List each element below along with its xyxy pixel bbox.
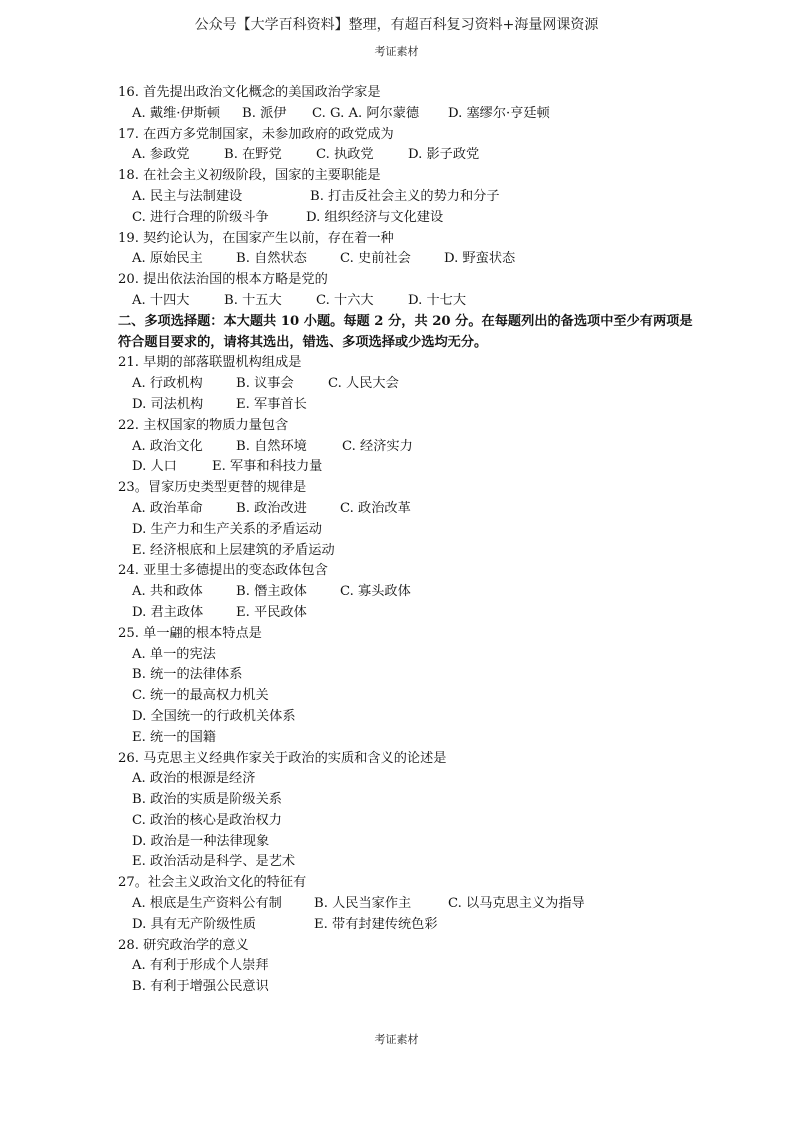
question-stem: 19. 契约论认为，在国家产生以前，存在着一种: [118, 230, 394, 246]
question-stem: 25. 单一翩的根本特点是: [118, 625, 262, 641]
option-row: [118, 790, 698, 811]
answer-option: A. 单一的宪法: [132, 646, 216, 662]
answer-option: A. 十四大: [132, 292, 190, 308]
option-row: [118, 541, 698, 562]
answer-option: B. 政治的实质是阶级关系: [132, 792, 282, 808]
question-stem: 18. 在社会主义初级阶段，国家的主要职能是: [118, 168, 381, 184]
answer-option: D. 十七大: [408, 292, 467, 308]
answer-option: D. 司法机构: [132, 396, 204, 412]
option-row: [118, 686, 698, 707]
option-row: [118, 728, 698, 749]
question-stem: 24. 亚里士多德提出的变态政体包含: [118, 563, 328, 579]
answer-option: E. 军事首长: [236, 396, 307, 412]
answer-option: A. 政治革命: [132, 500, 203, 516]
answer-option: C. 执政党: [316, 147, 374, 163]
answer-option: D. 君主政体: [132, 604, 204, 620]
answer-option: A. 原始民主: [132, 251, 203, 267]
answer-option: E. 政治活动是科学、是艺术: [132, 854, 296, 870]
answer-option: A. 有利于形成个人崇拜: [132, 958, 269, 974]
option-row: [118, 208, 698, 229]
question-stem: 23。冒家历史类型更替的规律是: [118, 480, 307, 496]
answer-option: B. 自然环境: [236, 438, 307, 454]
section-heading: 二、多项选择题：本大题共 10 小题。每题 2 分，共 20 分。在每题列出的备选项中至少有两项是符合题目要求的，请将其选出，错选、多项选择或少选均无分。: [118, 313, 693, 350]
answer-option: E. 带有封建传统色彩: [314, 916, 438, 932]
option-row: [118, 894, 698, 915]
option-row: [118, 291, 698, 312]
answer-option: D. 野蛮状态: [444, 251, 516, 267]
page-footer: 考证素材: [374, 1033, 419, 1046]
question-stem: 26. 马克思主义经典作家关于政治的实质和含义的论述是: [118, 750, 447, 766]
question-stem: 20. 提出依法治国的根本方略是党的: [118, 272, 328, 288]
question-stem: 27。社会主义政治文化的特征有: [118, 875, 307, 891]
answer-option: D. 塞缪尔·亨廷顿: [448, 105, 550, 121]
question-stem: 17. 在西方多党制国家，未参加政府的政党成为: [118, 126, 394, 142]
answer-option: D. 政治是一种法律现象: [132, 833, 270, 849]
answer-option: C. 史前社会: [340, 251, 411, 267]
question-stem: 28. 研究政治学的意义: [118, 937, 249, 953]
answer-option: A. 戴维·伊斯顿: [132, 105, 221, 121]
answer-option: D. 生产力和生产关系的矛盾运动: [132, 521, 322, 537]
answer-option: A. 参政党: [132, 147, 190, 163]
answer-option: C. 寡头政体: [340, 584, 411, 600]
option-row: [118, 104, 698, 125]
option-row: [118, 665, 698, 686]
answer-option: B. 人民当家作主: [314, 896, 412, 912]
option-row: [118, 499, 698, 520]
option-row: [118, 145, 698, 166]
option-row: [118, 811, 698, 832]
answer-option: C. 政治改革: [340, 500, 411, 516]
answer-option: E. 平民政体: [236, 604, 307, 620]
option-row: [118, 707, 698, 728]
answer-option: B. 自然状态: [236, 251, 307, 267]
answer-option: C. 十六大: [316, 292, 374, 308]
document-body: [118, 83, 698, 998]
answer-option: E. 军事和科技力量: [212, 459, 323, 475]
answer-option: C. 统一的最高权力机关: [132, 688, 269, 704]
option-row: [118, 977, 698, 998]
answer-option: D. 人口: [132, 459, 177, 475]
page-subheader: 考证素材: [374, 45, 419, 58]
answer-option: D. 具有无产阶级性质: [132, 916, 256, 932]
answer-option: A. 共和政体: [132, 584, 203, 600]
answer-option: B. 统一的法律体系: [132, 667, 243, 683]
page-header: 公众号【大学百科资料】整理，有超百科复习资料+海量网课资源: [194, 17, 599, 33]
question-stem: 21. 早期的部落联盟机构组成是: [118, 355, 302, 371]
answer-option: E. 统一的国籍: [132, 729, 216, 745]
answer-option: C. 人民大会: [328, 376, 399, 392]
answer-option: E. 经济根底和上层建筑的矛盾运动: [132, 542, 335, 558]
answer-option: C. G. A. 阿尔蒙德: [312, 105, 420, 121]
option-row: [118, 603, 698, 624]
answer-option: A. 根底是生产资料公有制: [132, 896, 282, 912]
answer-option: B. 政治改进: [236, 500, 307, 516]
option-row: [118, 249, 698, 270]
option-row: [118, 437, 698, 458]
option-row: [118, 832, 698, 853]
option-row: [118, 769, 698, 790]
option-row: [118, 187, 698, 208]
answer-option: B. 在野党: [224, 147, 282, 163]
answer-option: C. 经济实力: [342, 438, 413, 454]
answer-option: B. 打击反社会主义的势力和分子: [310, 188, 500, 204]
option-row: [118, 956, 698, 977]
answer-option: C. 以马克思主义为指导: [448, 896, 585, 912]
answer-option: A. 政治的根源是经济: [132, 771, 256, 787]
option-row: [118, 457, 698, 478]
answer-option: D. 组织经济与文化建设: [306, 209, 444, 225]
option-row: [118, 520, 698, 541]
option-row: [118, 374, 698, 395]
answer-option: B. 僭主政体: [236, 584, 307, 600]
answer-option: A. 政治文化: [132, 438, 203, 454]
option-row: [118, 645, 698, 666]
question-stem: 22. 主权国家的物质力量包含: [118, 417, 289, 433]
answer-option: B. 议事会: [236, 376, 294, 392]
answer-option: B. 派伊: [242, 105, 287, 121]
answer-option: D. 影子政党: [408, 147, 480, 163]
option-row: [118, 915, 698, 936]
answer-option: A. 行政机构: [132, 376, 203, 392]
answer-option: B. 有利于增强公民意识: [132, 979, 269, 995]
answer-option: C. 进行合理的阶级斗争: [132, 209, 269, 225]
question-stem: 16. 首先提出政治文化概念的美国政治学家是: [118, 85, 381, 100]
answer-option: D. 全国统一的行政机关体系: [132, 708, 296, 724]
answer-option: C. 政治的核心是政治权力: [132, 812, 282, 828]
option-row: [118, 395, 698, 416]
answer-option: B. 十五大: [224, 292, 282, 308]
option-row: [118, 852, 698, 873]
option-row: [118, 582, 698, 603]
answer-option: A. 民主与法制建设: [132, 188, 243, 204]
